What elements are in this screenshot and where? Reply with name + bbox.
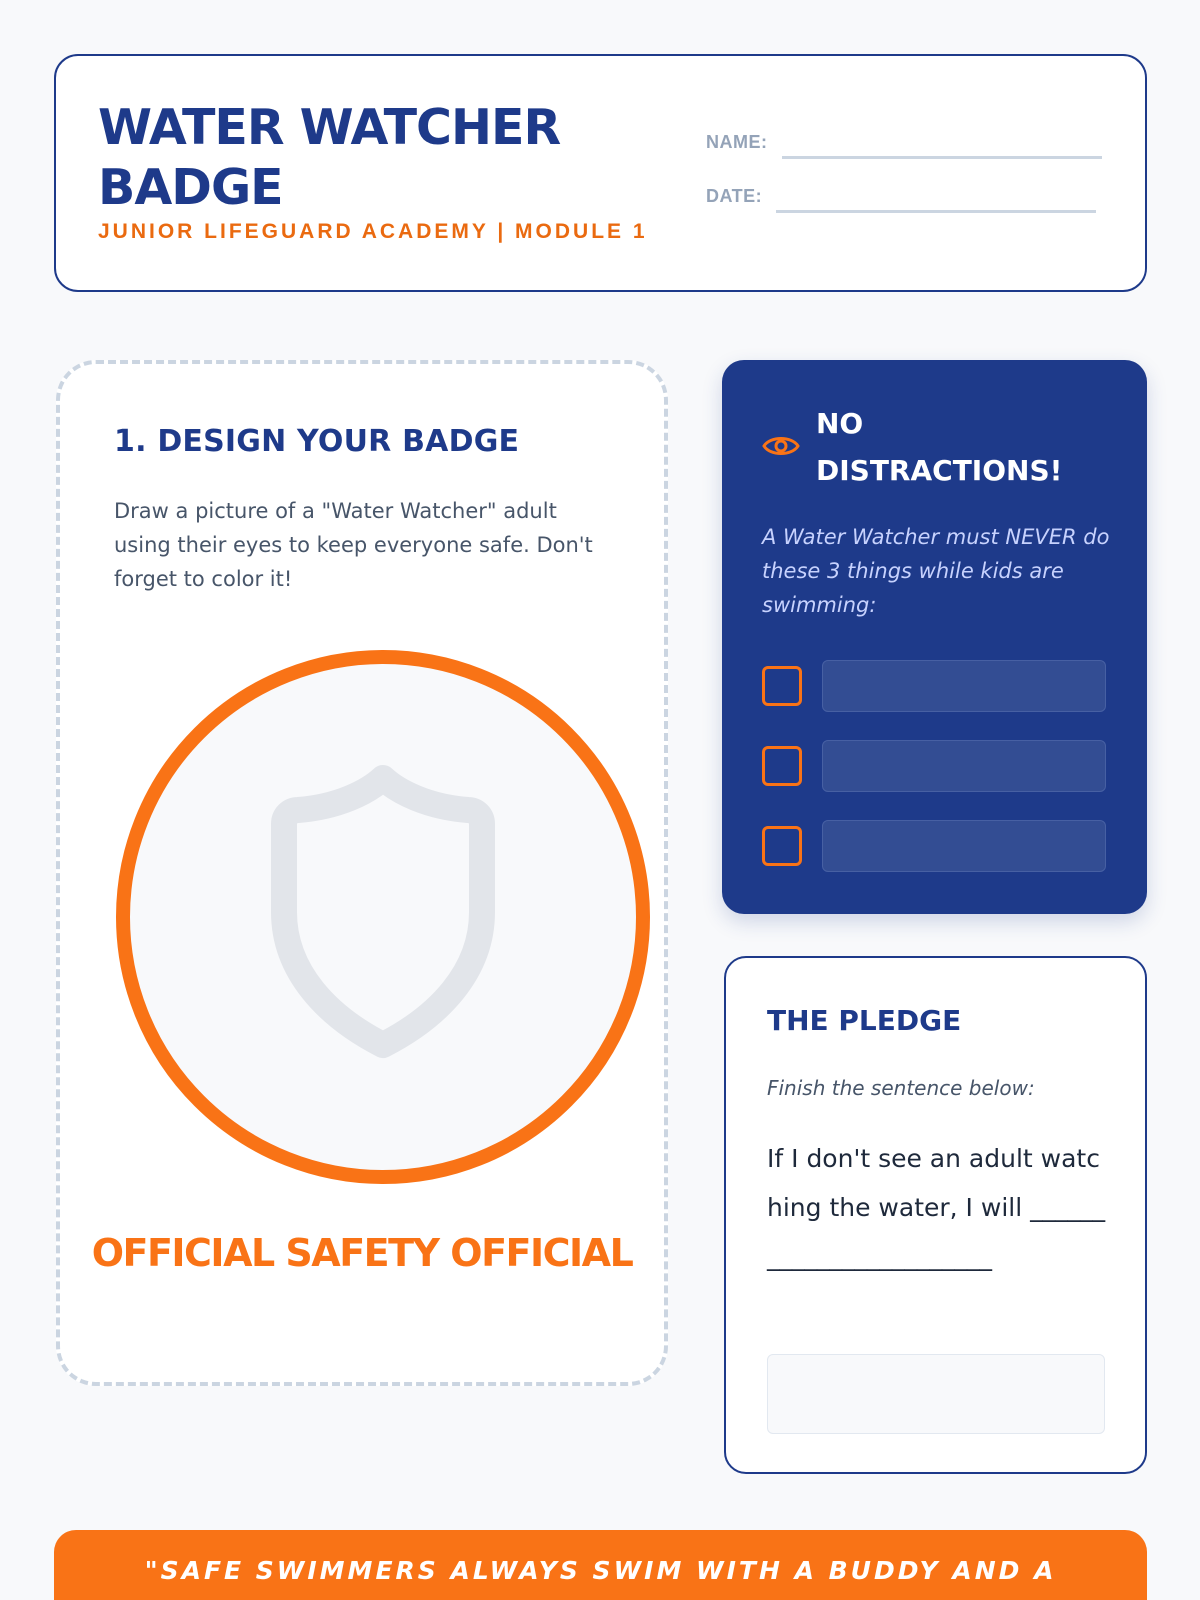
design-instructions: Draw a picture of a "Water Watcher" adult using their eyes to keep everyone safe. Don't forget to color it!	[114, 499, 593, 591]
header-card	[54, 54, 1147, 292]
date-label: DATE:	[706, 186, 763, 206]
pledge-heading: THE PLEDGE	[767, 1004, 962, 1037]
distraction-answer-field[interactable]	[822, 740, 1106, 792]
no-distractions-instructions: A Water Watcher must NEVER do these 3 things while kids are swimming:	[762, 525, 1110, 617]
design-badge-card	[56, 360, 668, 1386]
distraction-item	[762, 660, 1112, 712]
footer-quote: "SAFE SWIMMERS ALWAYS SWIM WITH A BUDDY AND A	[144, 1556, 1057, 1585]
footer-banner	[54, 1530, 1147, 1600]
pledge-prompt: Finish the sentence below:	[767, 1076, 1035, 1100]
no-distractions-heading: NO DISTRACTIONS!	[816, 407, 1063, 487]
shield-icon	[258, 762, 508, 1062]
name-field[interactable]	[706, 132, 1102, 153]
design-heading: 1. DESIGN YOUR BADGE	[114, 424, 520, 459]
badge-caption: OFFICIAL SAFETY OFFICIAL	[91, 1231, 633, 1275]
distraction-answer-field[interactable]	[822, 660, 1106, 712]
badge-drawing-area[interactable]	[116, 650, 650, 1184]
distraction-item	[762, 820, 1112, 872]
pledge-answer-box[interactable]	[767, 1354, 1105, 1434]
pledge-sentence: If I don't see an adult watching the water, I will ________________________	[767, 1144, 1106, 1271]
distraction-checkbox[interactable]	[762, 666, 802, 706]
distraction-checkbox[interactable]	[762, 746, 802, 786]
date-input-line[interactable]	[776, 210, 1096, 213]
no-distractions-card	[722, 360, 1147, 914]
distraction-checkbox[interactable]	[762, 826, 802, 866]
name-input-line[interactable]	[782, 156, 1102, 159]
date-field[interactable]	[706, 186, 1096, 207]
page-title: WATER WATCHER BADGE	[98, 99, 561, 216]
name-label: NAME:	[706, 132, 768, 152]
pledge-card	[724, 956, 1147, 1474]
distraction-item	[762, 740, 1112, 792]
eye-icon	[762, 432, 800, 460]
page-subtitle: JUNIOR LIFEGUARD ACADEMY | MODULE 1	[98, 220, 648, 243]
distraction-answer-field[interactable]	[822, 820, 1106, 872]
